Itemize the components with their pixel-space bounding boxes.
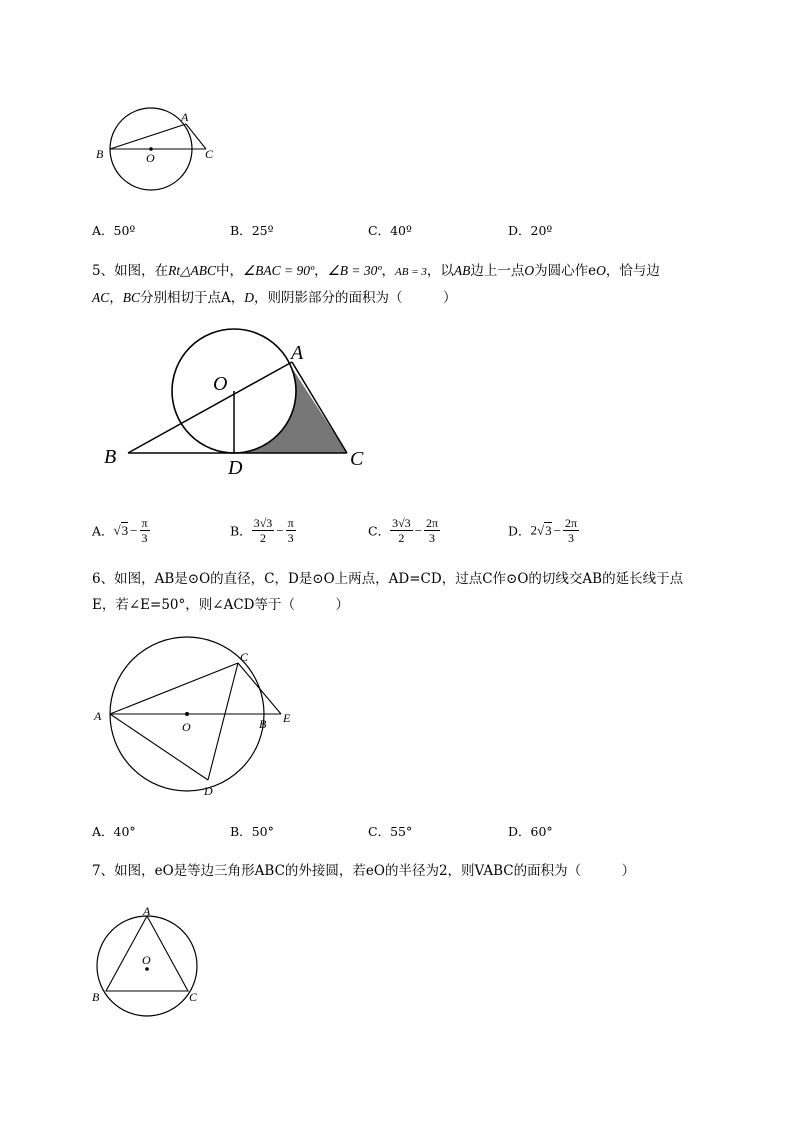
q5-text: ， bbox=[109, 290, 123, 306]
q4-option-a-letter: A． bbox=[92, 223, 114, 238]
q6-option-b-letter: B． bbox=[230, 824, 252, 839]
q7-figure bbox=[88, 900, 203, 1020]
q6-option-d-letter: D． bbox=[508, 824, 531, 839]
q5-option-d-frac bbox=[563, 516, 579, 545]
q7-label-c: C bbox=[189, 990, 198, 1004]
q5-text: 边上一点 bbox=[470, 263, 525, 279]
q4-option-b-text: 25º bbox=[251, 223, 274, 238]
q5-o: O bbox=[524, 263, 535, 278]
q5-line-ba bbox=[128, 362, 292, 453]
q6-option-c-letter: C． bbox=[368, 824, 391, 839]
q5-ab: AB bbox=[453, 263, 471, 278]
q7-label-b: B bbox=[92, 990, 100, 1004]
q5-option-c bbox=[368, 516, 440, 545]
q6-line-ad bbox=[110, 714, 208, 780]
q4-line-ac bbox=[186, 124, 206, 149]
q4-option-d-letter: D． bbox=[508, 223, 531, 238]
q5-option-b-den: 3 bbox=[287, 531, 294, 545]
q5-text: ， bbox=[314, 263, 328, 279]
q5-d: D bbox=[244, 290, 255, 305]
q5-text: ， bbox=[381, 263, 396, 279]
q5-option-b-minus: − bbox=[276, 522, 284, 538]
q5-option-a-root: √3 bbox=[113, 522, 129, 538]
q5-option-d-letter: D． bbox=[508, 523, 531, 539]
q5-text: ，以 bbox=[426, 263, 454, 279]
q5-option-a-den: 3 bbox=[141, 531, 148, 545]
q5-text: ，则阴影部分的面积为（ ） bbox=[254, 290, 457, 306]
q5-option-d-coef: 2 bbox=[530, 522, 538, 538]
q6-option-b-text: 50° bbox=[251, 824, 274, 839]
q5-option-a-radicand: 3 bbox=[121, 522, 129, 538]
q5-ab-length: AB = 3 bbox=[395, 266, 427, 278]
q5-triangle: Rt△ABC bbox=[168, 263, 216, 278]
q6-line-ac bbox=[110, 663, 238, 714]
q6-option-c-text: 55° bbox=[390, 824, 413, 839]
q5-label-c: C bbox=[350, 448, 364, 470]
q5-option-b-num: π bbox=[287, 516, 294, 530]
q5-bc: BC bbox=[122, 290, 141, 305]
q5-label-o: O bbox=[213, 373, 228, 395]
q6-label-c: C bbox=[240, 650, 249, 664]
q4-option-c bbox=[368, 221, 412, 239]
q5-option-c-num: 2π bbox=[426, 516, 439, 530]
q6-option-c bbox=[368, 822, 412, 840]
q5-option-a-letter: A． bbox=[92, 523, 114, 539]
q5-o: O bbox=[596, 263, 606, 278]
q6-stem-line2: E，若∠E=50°，则∠ACD等于（ ） bbox=[92, 597, 349, 613]
q4-label-c: C bbox=[205, 147, 214, 161]
q5-text: 为圆心作e bbox=[534, 263, 597, 279]
q5-option-d bbox=[508, 516, 579, 545]
q4-figure bbox=[90, 100, 230, 200]
q4-option-a bbox=[92, 221, 135, 239]
q6-option-a-text: 40° bbox=[113, 824, 136, 839]
q5-option-c-num1: 3√3 bbox=[392, 516, 411, 530]
q5-label-a: A bbox=[291, 342, 304, 364]
q5-text: 中， bbox=[215, 263, 243, 279]
q4-option-a-text: 50º bbox=[113, 223, 136, 238]
q6-figure bbox=[90, 640, 300, 805]
q5-option-d-radicand: 3 bbox=[545, 522, 552, 538]
q5-label-d: D bbox=[228, 457, 243, 479]
q4-option-b-letter: B． bbox=[230, 223, 252, 238]
q4-option-d bbox=[508, 221, 552, 239]
q6-option-d-text: 60° bbox=[530, 824, 553, 839]
q7-stem-line1: 7、如图，eO是等边三角形ABC的外接圆，若eO的半径为2，则VABC的面积为（ ） bbox=[92, 863, 636, 879]
q4-option-c-text: 40º bbox=[390, 223, 412, 238]
q5-text: 分别相切于点A， bbox=[140, 290, 245, 306]
q5-option-d-minus: − bbox=[553, 522, 562, 538]
q5-stem-line1 bbox=[92, 257, 660, 286]
q6-label-o: O bbox=[182, 720, 191, 734]
q5-angle-b: ∠B = 30º bbox=[327, 263, 382, 278]
q4-option-b bbox=[230, 221, 273, 239]
q6-stem-line1: 6、如图，AB是⊙O的直径，C，D是⊙O上两点，AD=CD，过点C作⊙O的切线交AB的延长线于点 bbox=[92, 571, 684, 587]
q5-text: ，恰与边 bbox=[605, 263, 660, 279]
q5-option-c-frac1 bbox=[390, 516, 413, 545]
q4-option-c-letter: C． bbox=[368, 223, 391, 238]
q5-option-a bbox=[92, 516, 150, 545]
q5-option-a-minus: − bbox=[130, 522, 138, 538]
q4-label-b: B bbox=[96, 147, 104, 161]
q5-label-b: B bbox=[104, 446, 117, 468]
q5-option-d-den: 3 bbox=[568, 531, 575, 545]
q4-line-ba bbox=[110, 124, 186, 149]
q5-option-b-den1: 2 bbox=[259, 531, 266, 545]
q5-shaded-region bbox=[236, 368, 347, 453]
q5-option-c-den: 3 bbox=[429, 531, 436, 545]
q6-label-e: E bbox=[283, 711, 291, 725]
q5-option-c-frac2 bbox=[424, 516, 440, 545]
q4-label-o: O bbox=[146, 151, 155, 165]
q5-option-b bbox=[230, 516, 296, 545]
q6-option-d bbox=[508, 822, 553, 840]
q4-label-a: A bbox=[181, 110, 189, 124]
q5-option-c-minus: − bbox=[414, 522, 423, 538]
q5-option-a-frac bbox=[140, 516, 150, 545]
q6-label-a: A bbox=[94, 709, 102, 723]
q6-label-d: D bbox=[204, 784, 213, 798]
q5-option-c-den1: 2 bbox=[398, 531, 405, 545]
q5-option-d-num: 2π bbox=[565, 516, 578, 530]
q5-option-b-frac2 bbox=[286, 516, 296, 545]
q5-ac: AC bbox=[92, 290, 110, 305]
q5-figure bbox=[100, 330, 380, 480]
q5-option-c-letter: C． bbox=[368, 523, 391, 539]
q5-option-d-root: √3 bbox=[537, 522, 552, 538]
q5-option-b-frac1 bbox=[252, 516, 275, 545]
q6-option-b bbox=[230, 822, 274, 840]
q7-center-dot bbox=[145, 967, 149, 971]
q6-label-b: B bbox=[259, 717, 267, 731]
q6-line-cd bbox=[208, 663, 238, 780]
q4-option-d-text: 20º bbox=[530, 223, 553, 238]
q5-text: 5、如图，在 bbox=[92, 263, 169, 279]
q7-label-o: O bbox=[142, 953, 151, 967]
q6-center-dot bbox=[185, 712, 189, 716]
q5-angle-bac: ∠BAC = 90º bbox=[242, 263, 315, 278]
q5-stem-line2 bbox=[92, 284, 457, 312]
q7-label-a: A bbox=[143, 904, 151, 918]
q6-option-a-letter: A． bbox=[92, 824, 114, 839]
q5-option-b-letter: B． bbox=[230, 523, 252, 539]
q5-option-b-num1: 3√3 bbox=[253, 516, 273, 530]
q6-option-a bbox=[92, 822, 136, 840]
q5-option-a-num: π bbox=[141, 516, 148, 530]
q6-line-ce bbox=[238, 663, 281, 714]
